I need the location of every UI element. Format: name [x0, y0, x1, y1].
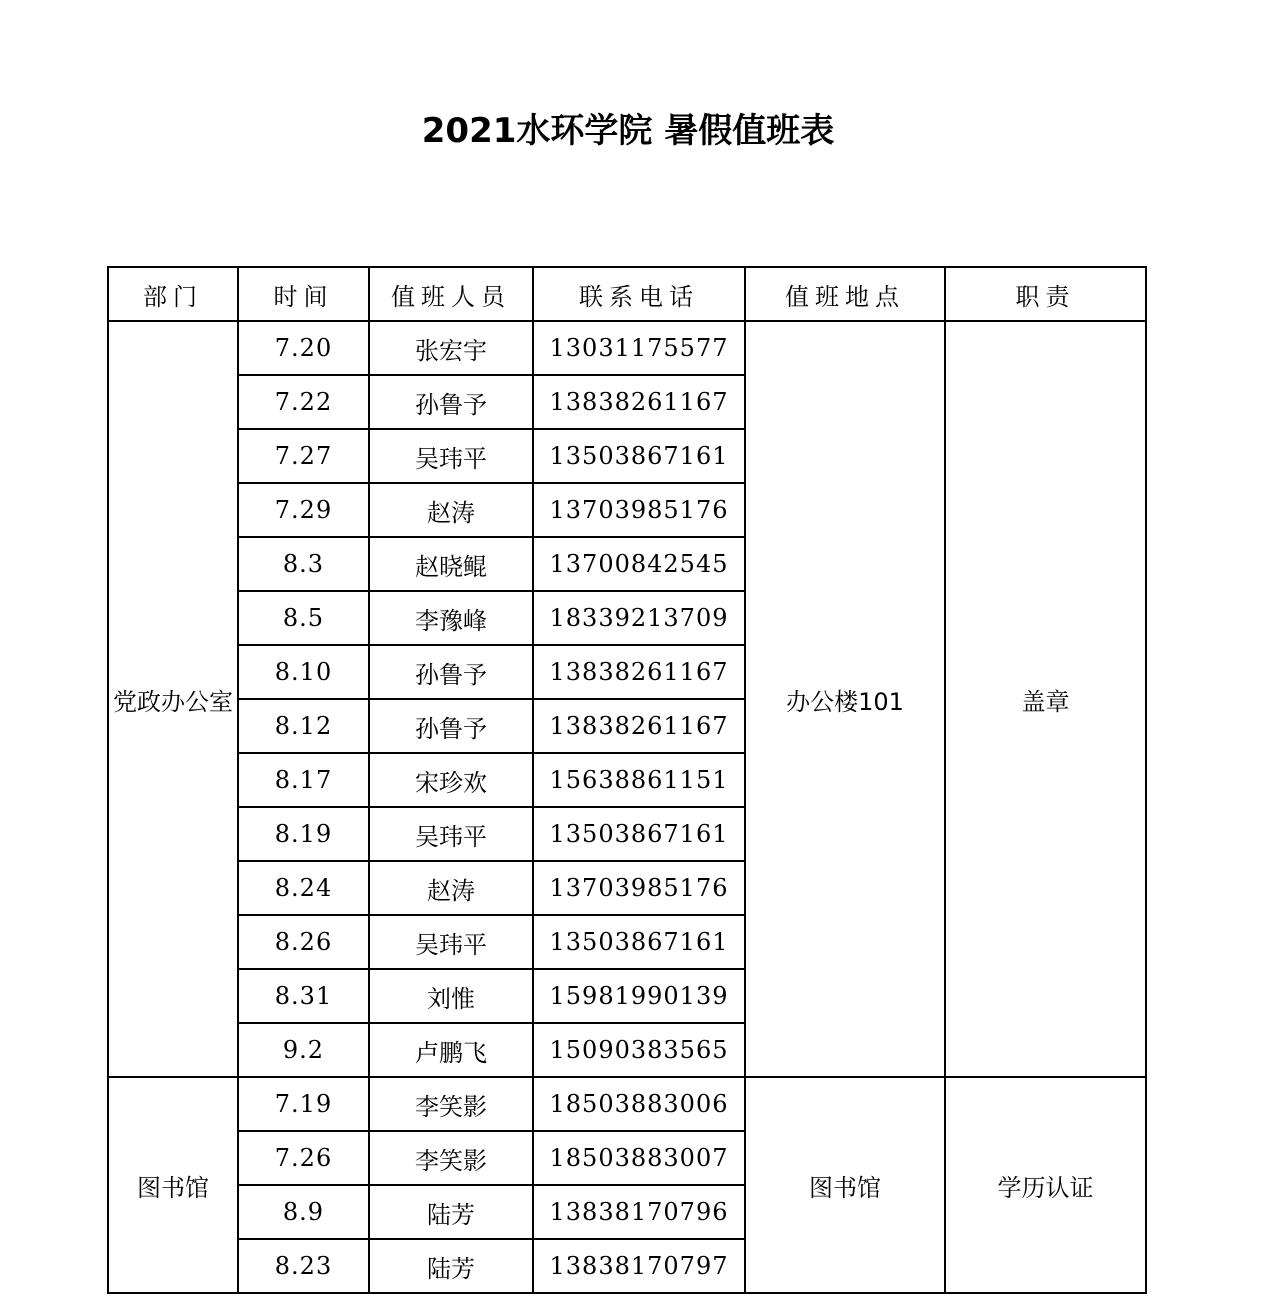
date-cell: 8.23 [238, 1239, 369, 1293]
staff-name-cell: 张宏宇 [369, 321, 533, 375]
staff-name-cell: 吴玮平 [369, 429, 533, 483]
header-location: 值班地点 [745, 267, 945, 321]
date-cell: 8.12 [238, 699, 369, 753]
duty-cell: 学历认证 [945, 1077, 1146, 1293]
phone-cell: 18503883006 [533, 1077, 745, 1131]
date-cell: 8.10 [238, 645, 369, 699]
phone-cell: 13838170797 [533, 1239, 745, 1293]
phone-cell: 13703985176 [533, 861, 745, 915]
date-cell: 8.3 [238, 537, 369, 591]
date-cell: 8.26 [238, 915, 369, 969]
staff-name-cell: 李笑影 [369, 1077, 533, 1131]
date-cell: 9.2 [238, 1023, 369, 1077]
date-cell: 7.27 [238, 429, 369, 483]
staff-name-cell: 赵涛 [369, 483, 533, 537]
date-cell: 7.22 [238, 375, 369, 429]
date-cell: 8.24 [238, 861, 369, 915]
staff-name-cell: 吴玮平 [369, 807, 533, 861]
header-time: 时间 [238, 267, 369, 321]
date-cell: 8.17 [238, 753, 369, 807]
staff-name-cell: 宋珍欢 [369, 753, 533, 807]
department-cell: 党政办公室 [108, 321, 238, 1077]
phone-cell: 15638861151 [533, 753, 745, 807]
staff-name-cell: 李豫峰 [369, 591, 533, 645]
phone-cell: 13700842545 [533, 537, 745, 591]
table-row [108, 321, 1146, 375]
department-cell: 图书馆 [108, 1077, 238, 1293]
phone-cell: 13503867161 [533, 429, 745, 483]
header-row [108, 267, 1146, 321]
phone-cell: 18339213709 [533, 591, 745, 645]
page-title: 2021水环学院 暑假值班表 [421, 111, 835, 151]
phone-cell: 13838170796 [533, 1185, 745, 1239]
date-cell: 8.31 [238, 969, 369, 1023]
date-cell: 7.26 [238, 1131, 369, 1185]
date-cell: 7.19 [238, 1077, 369, 1131]
phone-cell: 15981990139 [533, 969, 745, 1023]
date-cell: 8.9 [238, 1185, 369, 1239]
staff-name-cell: 孙鲁予 [369, 375, 533, 429]
staff-name-cell: 卢鹏飞 [369, 1023, 533, 1077]
date-cell: 8.5 [238, 591, 369, 645]
staff-name-cell: 孙鲁予 [369, 699, 533, 753]
location-cell: 图书馆 [745, 1077, 945, 1293]
staff-name-cell: 李笑影 [369, 1131, 533, 1185]
phone-cell: 15090383565 [533, 1023, 745, 1077]
date-cell: 7.29 [238, 483, 369, 537]
staff-name-cell: 刘惟 [369, 969, 533, 1023]
phone-cell: 13503867161 [533, 915, 745, 969]
staff-name-cell: 孙鲁予 [369, 645, 533, 699]
header-duty: 职责 [945, 267, 1146, 321]
date-cell: 8.19 [238, 807, 369, 861]
staff-name-cell: 赵晓鲲 [369, 537, 533, 591]
date-cell: 7.20 [238, 321, 369, 375]
location-cell: 办公楼101 [745, 321, 945, 1077]
duty-cell: 盖章 [945, 321, 1146, 1077]
table-row [108, 1077, 1146, 1131]
header-staff: 值班人员 [369, 267, 533, 321]
phone-cell: 13031175577 [533, 321, 745, 375]
staff-name-cell: 赵涛 [369, 861, 533, 915]
staff-name-cell: 陆芳 [369, 1239, 533, 1293]
duty-table [107, 266, 1147, 1294]
header-phone: 联系电话 [533, 267, 745, 321]
phone-cell: 18503883007 [533, 1131, 745, 1185]
phone-cell: 13838261167 [533, 375, 745, 429]
staff-name-cell: 陆芳 [369, 1185, 533, 1239]
phone-cell: 13703985176 [533, 483, 745, 537]
phone-cell: 13503867161 [533, 807, 745, 861]
phone-cell: 13838261167 [533, 645, 745, 699]
staff-name-cell: 吴玮平 [369, 915, 533, 969]
phone-cell: 13838261167 [533, 699, 745, 753]
header-dept: 部门 [108, 267, 238, 321]
